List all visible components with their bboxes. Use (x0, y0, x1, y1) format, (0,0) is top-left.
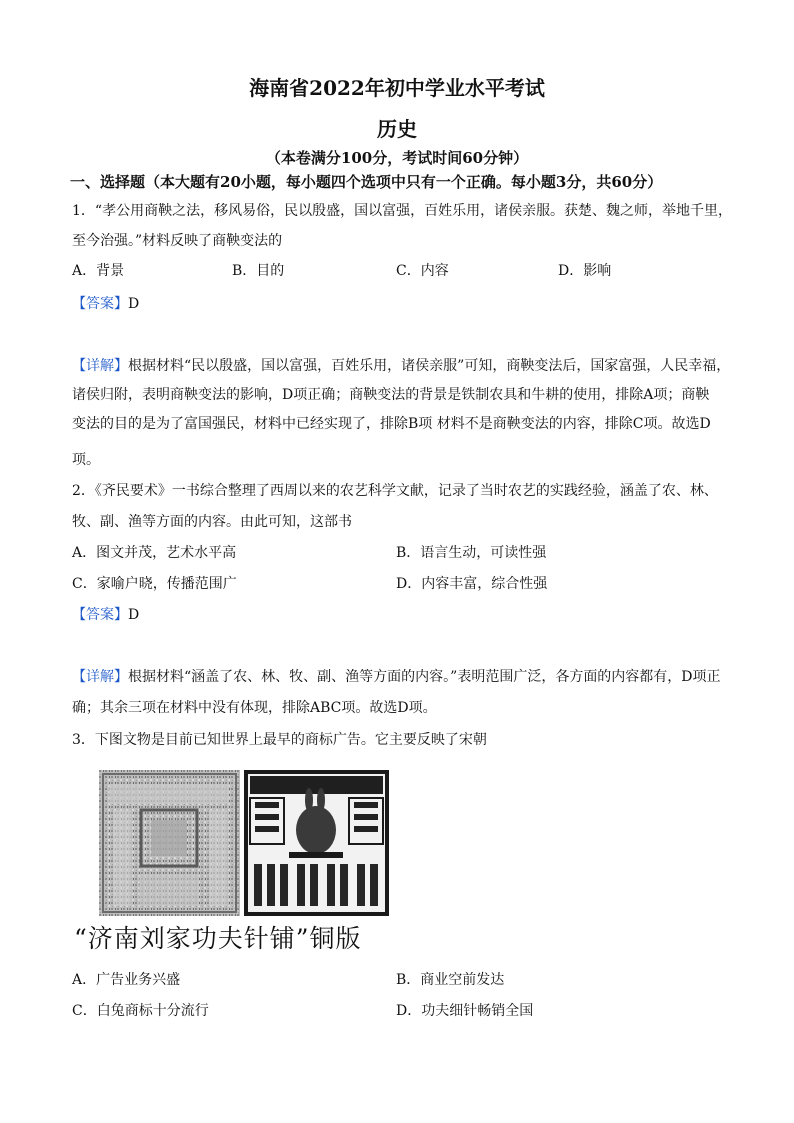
q2-detail-line1 (72, 667, 721, 687)
answer-tag: 【答案】 (72, 607, 128, 623)
q1-detail-line2: 诸侯归附，表明商鞅变法的影响，D项正确；商鞅变法的背景是铁制农具和牛耕的使用，排除A项；商鞅 (72, 387, 710, 403)
q2-stem-line1: 2．《齐民要术》一书综合整理了西周以来的农艺科学文献，记录了当时农艺的实践经验，涵盖了农、林、 (72, 483, 718, 499)
detail-tag: 【详解】 (72, 358, 128, 374)
q2-answer (72, 605, 139, 625)
q1-option-c: C．内容 (396, 263, 449, 279)
q2-detail-line2: 确；其余三项在材料中没有体现，排除ABC项。故选D项。 (72, 700, 437, 716)
exam-subject: 历史 (377, 117, 417, 141)
answer-value: D (128, 296, 140, 312)
q2-option-a: A．图文并茂，艺术水平高 (72, 545, 237, 561)
q2-option-b: B．语言生动，可读性强 (396, 545, 547, 561)
q1-detail-line1 (72, 356, 730, 376)
q1-detail-line4: 项。 (72, 452, 100, 468)
bronze-plate-left (99, 770, 240, 916)
bronze-plate-image (99, 770, 389, 916)
q2-option-c: C．家喻户晓，传播范围广 (72, 576, 237, 592)
q1-option-b: B．目的 (232, 263, 285, 279)
bronze-plate-right (244, 770, 389, 916)
detail-text: 根据材料“涵盖了农、林、牧、副、渔等方面的内容。”表明范围广泛，各方面的内容都有，D项正 (128, 669, 721, 685)
q3-option-c: C．白兔商标十分流行 (72, 1003, 209, 1019)
q3-option-d: D．功夫细针畅销全国 (396, 1003, 534, 1019)
q3-option-a: A．广告业务兴盛 (72, 972, 181, 988)
q3-option-b: B．商业空前发达 (396, 972, 505, 988)
q1-option-d: D．影响 (558, 263, 612, 279)
q1-stem-line2: 至今治强。”材料反映了商鞅变法的 (72, 233, 283, 249)
section-heading: 一、选择题（本大题有20小题，每小题四个选项中只有一个正确。每小题3分，共60分） (70, 173, 663, 191)
q1-detail-line3: 变法的目的是为了富国强民，材料中已经实现了，排除B项 材料不是商鞅变法的内容，排除C项。故选D (72, 416, 711, 432)
answer-tag: 【答案】 (72, 296, 128, 312)
q2-stem-line2: 牧、副、渔等方面的内容。由此可知，这部书 (72, 514, 352, 530)
exam-title: 海南省2022年初中学业水平考试 (249, 76, 545, 100)
q1-answer (72, 294, 139, 314)
q1-stem-line1: 1．“孝公用商鞅之法，移风易俗，民以殷盛，国以富强，百姓乐用，诸侯亲服。获楚、魏之师，举地千里， (72, 203, 733, 219)
answer-value: D (128, 607, 140, 623)
q2-option-d: D．内容丰富，综合性强 (396, 576, 548, 592)
figure-caption: “济南刘家功夫针铺”铜版 (74, 924, 362, 953)
q1-option-a: A．背景 (72, 263, 125, 279)
q3-stem-line1: 3．下图文物是目前已知世界上最早的商标广告。它主要反映了宋朝 (72, 732, 487, 748)
detail-text: 根据材料“民以殷盛，国以富强，百姓乐用，诸侯亲服”可知，商鞅变法后，国家富强，人民幸福， (128, 358, 731, 374)
exam-note: （本卷满分100分，考试时间60分钟） (265, 149, 529, 167)
detail-tag: 【详解】 (72, 669, 128, 685)
